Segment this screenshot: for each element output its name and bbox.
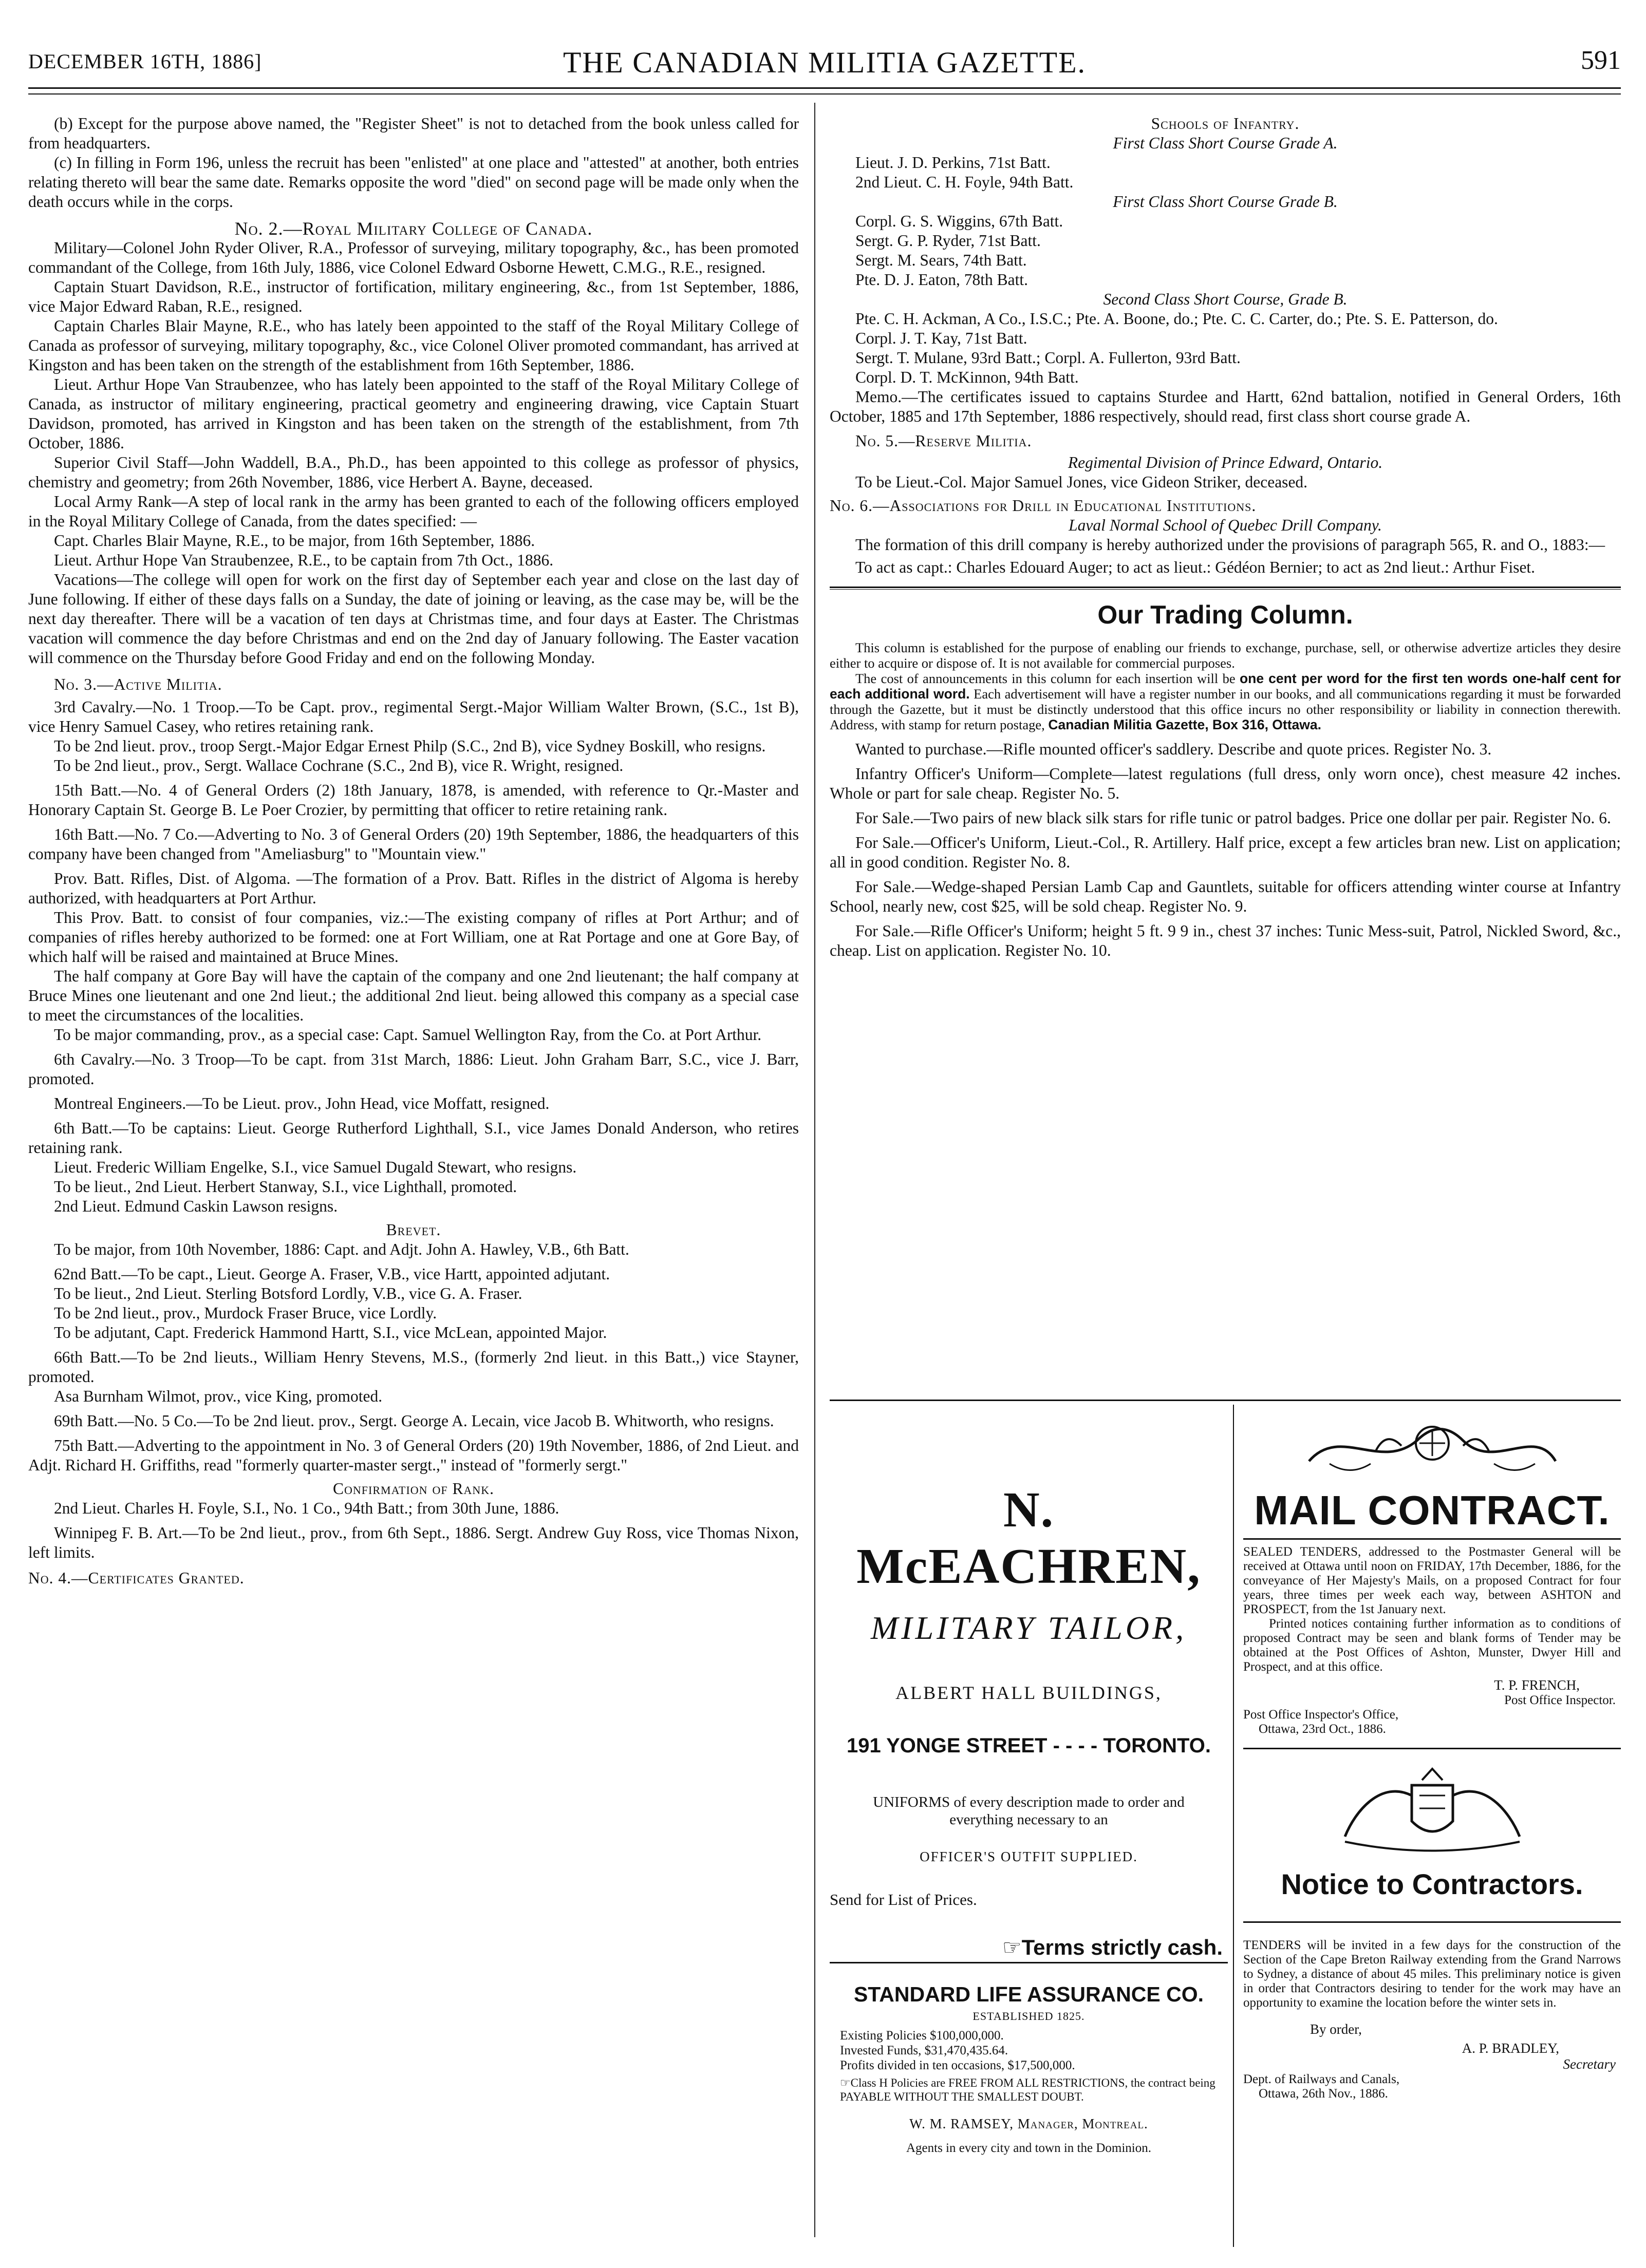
entry-3rd-cavalry: 3rd Cavalry.—No. 1 Troop.—To be Capt. prov., regimental Sergt.-Major William Walter Brown, (S.C., 1st B), vice Henry Samuel Casey, who retires retaining rank. xyxy=(28,698,799,735)
rmc-vacations: Vacations—The college will open for work on the first day of September each year and close on the last day of June following. If either of these days falls on a Sunday, the date of joining or leaving, as the case may be, will be the next day thereafter. There will be a vacation of ten days at Christmas time, and four days at Easter. The Christmas vacation will commence the day before Christmas and end on the 2nd day of January following. The Easter vacation will commence on the Thursday before Good Friday and end on the following Monday. xyxy=(28,571,799,667)
mail-place: Post Office Inspector's Office, xyxy=(1243,1708,1399,1722)
notice-dept: Dept. of Railways and Canals, xyxy=(1243,2072,1400,2086)
cert-perkins: Lieut. J. D. Perkins, 71st Batt. xyxy=(855,154,1051,172)
advertisements xyxy=(830,1405,1621,2247)
para-b: (b) Except for the purpose above named, the "Register Sheet" is not to detached from the book unless called for from headquarters. xyxy=(28,115,799,152)
entry-montreal-engineers: Montreal Engineers.—To be Lieut. prov., John Head, vice Moffatt, resigned. xyxy=(54,1094,550,1112)
newspaper-page xyxy=(28,0,1621,2268)
brevet-heading: Brevet. xyxy=(386,1221,441,1239)
cert-wiggins: Corpl. G. S. Wiggins, 67th Batt. xyxy=(855,212,1063,230)
standard-manager: W. M. RAMSEY, Manager, Montreal. xyxy=(909,2116,1148,2131)
royal-arms-ornament-icon xyxy=(1299,1415,1566,1482)
header-rule-2 xyxy=(28,93,1621,94)
cert-ryder: Sergt. G. P. Ryder, 71st Batt. xyxy=(855,232,1041,250)
coat-of-arms-icon xyxy=(1324,1765,1540,1857)
notice-secretary: Secretary xyxy=(1563,2056,1616,2072)
trading-ad-6: For Sale.—Two pairs of new black silk stars for rifle tunic or patrol badges. Price one dollar per pair. Register No. 6. xyxy=(855,809,1611,827)
page-header xyxy=(28,45,1621,86)
trading-cost xyxy=(830,671,1621,732)
first-class-a-heading: First Class Short Course Grade A. xyxy=(1113,134,1338,152)
rmc-civil-staff: Superior Civil Staff—John Waddell, B.A., Ph.D., has been appointed to this college as professor of physics, chemistry and geometry; from 26th November, 1886, vice Herbert A. Bayne, deceased. xyxy=(28,453,799,491)
mceachren-outfit: OFFICER'S OUTFIT SUPPLIED. xyxy=(920,1849,1138,1864)
mail-title-rule xyxy=(1243,1538,1621,1540)
header-rule xyxy=(28,87,1621,89)
cert-mulane: Sergt. T. Mulane, 93rd Batt.; Corpl. A. Fullerton, 93rd Batt. xyxy=(855,349,1241,367)
rmc-local-rank: Local Army Rank—A step of local rank in the army has been granted to each of the following officers employed in the Royal Military College of Canada, from the dates specified: — xyxy=(28,493,799,530)
trading-intro: This column is established for the purpose of enabling our friends to exchange, purchase, sell, or otherwise advertize articles they desire either to acquire or dispose of. It is not available for commercial purposes. xyxy=(830,640,1621,671)
trading-ad-5: Infantry Officer's Uniform—Complete—latest regulations (full dress, only worn once), chest measure 42 inches. Whole or part for sale cheap. Register No. 5. xyxy=(830,765,1621,802)
cert-sears: Sergt. M. Sears, 74th Batt. xyxy=(855,251,1027,269)
standard-policies: Existing Policies $100,000,000. xyxy=(840,2029,1004,2043)
page-number: 591 xyxy=(1581,46,1621,75)
standard-established: ESTABLISHED 1825. xyxy=(972,2010,1085,2023)
mceachren-street: 191 YONGE STREET - - - - TORONTO. xyxy=(846,1734,1211,1757)
entry-confirmation: 2nd Lieut. Charles H. Foyle, S.I., No. 1 Co., 94th Batt.; from 30th June, 1886. xyxy=(54,1499,559,1517)
pointing-hand-icon-2: ☞ xyxy=(840,2076,851,2089)
mail-date: Ottawa, 23rd Oct., 1886. xyxy=(1259,1722,1386,1736)
trading-cost-rate: one cent per word for the first ten words one-half cent for each additional word. xyxy=(830,671,1621,702)
entry-6th-batt-b: Lieut. Frederic William Engelke, S.I., vice Samuel Dugald Stewart, who resigns. xyxy=(54,1158,577,1176)
standard-funds: Invested Funds, $31,470,435.64. xyxy=(840,2044,1008,2057)
section-heading-certificates: No. 4.—Certificates Granted. xyxy=(28,1569,245,1587)
cert-ackman: Pte. C. H. Ackman, A Co., I.S.C.; Pte. A. Boone, do.; Pte. C. C. Carter, do.; Pte. S. E. Patterson, do. xyxy=(855,310,1498,328)
standard-profits: Profits divided in ten occasions, $17,500,000. xyxy=(840,2058,1075,2072)
notice-body: TENDERS will be invited in a few days for the construction of the Section of the Cape Breton Railway extending from the Grand Narrows to Sydney, a distance of about 45 miles. This preliminary notice is given in order that Contractors desiring to tender for the work may have an opportunity to examine the location before the winter sets in. xyxy=(1243,1938,1621,2010)
rmc-mayne: Captain Charles Blair Mayne, R.E., who has lately been appointed to the staff of the Royal Military College of Canada as professor of surveying, military topography, &c., vice Colonel Oliver promoted commandant, has arrived at Kingston and has been taken on the strength of the establishment from 16th September, 1886. xyxy=(28,317,799,374)
mceachren-building: ALBERT HALL BUILDINGS, xyxy=(895,1683,1162,1703)
gazette-title: THE CANADIAN MILITIA GAZETTE. xyxy=(563,46,1087,79)
rmc-mayne-major: Capt. Charles Blair Mayne, R.E., to be major, from 16th September, 1886. xyxy=(54,532,535,550)
trading-cost-text-2: Each advertisement will have a register number in our books, and all communications regarding it must be forwarded through the Gazette, but it must be distinctly understood that this office incurs no other responsibility or liability in connection therewith. Address, with stamp for return postage, xyxy=(830,686,1621,732)
right-column xyxy=(830,114,1621,960)
entry-62nd-batt-c: To be 2nd lieut., prov., Murdock Fraser Bruce, vice Lordly. xyxy=(54,1304,437,1322)
mail-contract-title: MAIL CONTRACT. xyxy=(1254,1487,1610,1533)
mail-signature: T. P. FRENCH, xyxy=(1494,1677,1580,1693)
entry-62nd-batt: 62nd Batt.—To be capt., Lieut. George A. Fraser, V.B., vice Hartt, appointed adjutant. xyxy=(54,1265,610,1283)
mceachren-uniforms: UNIFORMS of every description made to order and everything necessary to an xyxy=(873,1794,1185,1828)
entry-6th-batt-c: To be lieut., 2nd Lieut. Herbert Stanway, S.I., vice Lighthall, promoted. xyxy=(54,1178,517,1196)
entry-3rd-cavalry-c: To be 2nd lieut., prov., Sergt. Wallace Cochrane (S.C., 2nd B), vice R. Wright, resigned. xyxy=(54,757,624,774)
mceachren-trade: MILITARY TAILOR, xyxy=(870,1610,1187,1646)
standard-class-h-text: Class H Policies are FREE FROM ALL RESTRICTIONS, the contract being PAYABLE WITHOUT THE SMALLEST DOUBT. xyxy=(840,2076,1215,2103)
schools-heading: Schools of Infantry. xyxy=(1151,115,1300,133)
entry-66th-batt-b: Asa Burnham Wilmot, prov., vice King, promoted. xyxy=(54,1387,383,1405)
mail-signature-title: Post Office Inspector. xyxy=(1504,1693,1616,1707)
standard-class-h xyxy=(840,2076,1218,2104)
entry-algoma-3: The half company at Gore Bay will have the captain of the company and one 2nd lieutenant; the half company at Bruce Mines one lieutenant and one 2nd lieut.; the additional 2nd lieut. being allowed this company as a special case to meet the circumstances of the localities. xyxy=(28,967,799,1024)
trading-separator-2 xyxy=(830,589,1621,590)
trading-ad-10: For Sale.—Rifle Officer's Uniform; height 5 ft. 9 9 in., chest 37 inches: Tunic Mess-suit, Patrol, Nickled Sword, &c., cheap. List on application. Register No. 10. xyxy=(830,922,1621,959)
entry-algoma-4: To be major commanding, prov., as a special case: Capt. Samuel Wellington Ray, from the Co. at Port Arthur. xyxy=(54,1026,762,1044)
notice-date: Ottawa, 26th Nov., 1886. xyxy=(1259,2087,1388,2101)
entry-66th-batt: 66th Batt.—To be 2nd lieuts., William Henry Stevens, M.S., (formerly 2nd lieut. in this Batt.,) vice Stayner, promoted. xyxy=(28,1348,799,1386)
rmc-davidson: Captain Stuart Davidson, R.E., instructor of fortification, military engineering, &c., from 1st September, 1886, vice Major Edward Raban, R.E., resigned. xyxy=(28,278,799,315)
trading-ad-3: Wanted to purchase.—Rifle mounted officer's saddlery. Describe and quote prices. Register No. 3. xyxy=(855,740,1492,758)
entry-15th-batt: 15th Batt.—No. 4 of General Orders (2) 18th January, 1878, is amended, with reference to Qr.-Master and Honorary Captain St. George B. Le Poer Crozier, by permitting that officer to retire retaining rank. xyxy=(28,781,799,819)
mceachren-send: Send for List of Prices. xyxy=(830,1891,977,1908)
cert-foyle: 2nd Lieut. C. H. Foyle, 94th Batt. xyxy=(855,173,1074,191)
laval-officers: To act as capt.: Charles Edouard Auger; to act as lieut.: Gédéon Bernier; to act as 2nd lieut.: Arthur Fiset. xyxy=(855,558,1536,576)
notice-signature: A. P. BRADLEY, xyxy=(1462,2040,1559,2056)
notice-order: By order, xyxy=(1310,2021,1362,2037)
trading-separator xyxy=(830,587,1621,588)
standard-life-ad xyxy=(830,1982,1228,2156)
mail-contract-ad xyxy=(1243,1405,1621,2247)
rmc-military: Military—Colonel John Ryder Oliver, R.A., Professor of surveying, military topography, &c., has been promoted commandant of the College, from 16th July, 1886, vice Colonel Edward Osborne Hewett, C.M.G., R.E., resigned. xyxy=(28,239,799,276)
laval-formation: The formation of this drill company is hereby authorized under the provisions of paragraph 565, R. and O., 1883:— xyxy=(855,536,1605,554)
para-c: (c) In filling in Form 196, unless the recruit has been "enlisted" at one place and "attested" at another, both entries relating thereto will bear the same date. Remarks opposite the word "died" on second page will be made only when the death occurs while in the corps. xyxy=(28,154,799,211)
cert-mckinnon: Corpl. D. T. McKinnon, 94th Batt. xyxy=(855,368,1079,386)
section-heading-rmc: No. 2.—Royal Military College of Canada. xyxy=(234,218,593,239)
trading-address: Canadian Militia Gazette, Box 316, Ottawa. xyxy=(1048,717,1322,732)
memo: Memo.—The certificates issued to captains Sturdee and Hartt, 62nd battalion, notified in General Orders, 16th October, 1885 and 17th September, 1886 respectively, should read, first class short course grade A. xyxy=(830,388,1621,425)
entry-62nd-batt-d: To be adjutant, Capt. Frederick Hammond Hartt, S.I., vice McLean, appointed Major. xyxy=(54,1324,607,1341)
section-heading-associations: No. 6.—Associations for Drill in Educational Institutions. xyxy=(830,497,1257,515)
cert-kay: Corpl. J. T. Kay, 71st Batt. xyxy=(855,329,1027,347)
mceachren-terms xyxy=(830,1935,1228,1960)
section-heading-reserve: No. 5.—Reserve Militia. xyxy=(855,432,1032,450)
mceachren-terms-text: Terms strictly cash. xyxy=(1021,1935,1223,1959)
entry-6th-cavalry: 6th Cavalry.—No. 3 Troop—To be capt. from 31st March, 1886: Lieut. John Graham Barr, S.C., vice J. Barr, promoted. xyxy=(28,1050,799,1088)
trading-column-title: Our Trading Column. xyxy=(1097,600,1353,629)
entry-winnipeg: Winnipeg F. B. Art.—To be 2nd lieut., prov., from 6th Sept., 1886. Sergt. Andrew Guy Ross, vice Thomas Nixon, left limits. xyxy=(28,1524,799,1561)
standard-agents: Agents in every city and town in the Dominion. xyxy=(906,2141,1151,2155)
entry-reserve: To be Lieut.-Col. Major Samuel Jones, vice Gideon Striker, deceased. xyxy=(855,473,1308,491)
entry-75th-batt: 75th Batt.—Adverting to the appointment in No. 3 of General Orders (20) 19th November, 1886, of 2nd Lieut. and Adjt. Richard H. Griffiths, read "formerly quarter-master sergt.," instead of "formerly sergt." xyxy=(28,1437,799,1474)
standard-name: STANDARD LIFE ASSURANCE CO. xyxy=(853,1982,1204,2006)
issue-date: DECEMBER 16TH, 1886] xyxy=(28,50,262,73)
pointing-hand-icon: ☞ xyxy=(1002,1936,1022,1960)
entry-62nd-batt-b: To be lieut., 2nd Lieut. Sterling Botsford Lordly, V.B., vice G. A. Fraser. xyxy=(54,1284,522,1302)
rmc-straubenzee: Lieut. Arthur Hope Van Straubenzee, who has lately been appointed to the staff of the Royal Military College of Canada, as instructor of military engineering, practical geometry and engineering drawing, vice Captain Stuart Davidson, promoted, has arrived in Kingston and has been taken on the strength of the establishment, from 7th October, 1886. xyxy=(28,375,799,452)
entry-algoma-2: This Prov. Batt. to consist of four companies, viz.:—The existing company of rifles at Port Arthur; and of companies of rifles hereby authorized to be formed: one at Fort William, one at Rat Portage and one at Gore Bay, of which half will be raised and maintained at Bruce Mines. xyxy=(28,909,799,966)
trading-ad-8: For Sale.—Officer's Uniform, Lieut.-Col., R. Artillery. Half price, except a few articles bran new. List on application; all in good condition. Register No. 8. xyxy=(830,834,1621,871)
entry-algoma: Prov. Batt. Rifles, Dist. of Algoma. —The formation of a Prov. Batt. Rifles in the district of Algoma is hereby authorized, with headquarters at Port Arthur. xyxy=(28,870,799,907)
laval-heading: Laval Normal School of Quebec Drill Company. xyxy=(1069,516,1382,534)
notice-title: Notice to Contractors. xyxy=(1281,1868,1583,1900)
trading-ad-9: For Sale.—Wedge-shaped Persian Lamb Cap and Gauntlets, suitable for officers attending winter course at Infantry School, nearly new, cost $25, will be sold cheap. Register No. 9. xyxy=(830,878,1621,915)
confirmation-heading: Confirmation of Rank. xyxy=(333,1480,494,1498)
notice-title-rule xyxy=(1243,1921,1621,1923)
entry-6th-batt-d: 2nd Lieut. Edmund Caskin Lawson resigns. xyxy=(54,1197,338,1215)
entry-69th-batt: 69th Batt.—No. 5 Co.—To be 2nd lieut. prov., Sergt. George A. Lecain, vice Jacob B. Whitworth, who resigns. xyxy=(54,1412,774,1430)
section-heading-active: No. 3.—Active Militia. xyxy=(54,675,222,693)
first-class-b-heading: First Class Short Course Grade B. xyxy=(1113,193,1338,211)
regimental-division: Regimental Division of Prince Edward, Ontario. xyxy=(1068,453,1383,471)
mceachren-name: N. McEACHREN, xyxy=(856,1482,1201,1594)
entry-brevet: To be major, from 10th November, 1886: Capt. and Adjt. John A. Hawley, V.B., 6th Batt. xyxy=(54,1240,629,1258)
trading-cost-text: The cost of announcements in this column for each insertion will be xyxy=(855,671,1240,686)
mail-contract-body: SEALED TENDERS, addressed to the Postmaster General will be received at Ottawa until noon on FRIDAY, 17th December, 1886, for the conveyance of Her Majesty's Mails, on a proposed Contract for four years, three times per week each way, between ASHTON and PROSPECT, from the 1st January next. xyxy=(1243,1545,1621,1616)
cert-eaton: Pte. D. J. Eaton, 78th Batt. xyxy=(855,271,1028,289)
entry-16th-batt: 16th Batt.—No. 7 Co.—Adverting to No. 3 of General Orders (20) 19th September, 1886, the headquarters of this company have been changed from "Ameliasburg" to "Mountain view." xyxy=(28,825,799,863)
entry-3rd-cavalry-b: To be 2nd lieut. prov., troop Sergt.-Major Edgar Ernest Philp (S.C., 2nd B), vice Sydney Boskill, who resigns. xyxy=(54,737,766,755)
mail-contract-body-2: Printed notices containing further information as to conditions of proposed Contract may be seen and blank forms of Tender may be obtained at the Post Offices of Ashton, Munster, Dwyer Hill and Prospect, and at this office. xyxy=(1243,1617,1621,1674)
rmc-straubenzee-captain: Lieut. Arthur Hope Van Straubenzee, R.E., to be captain from 7th Oct., 1886. xyxy=(54,551,554,569)
ads-top-rule xyxy=(830,1400,1621,1401)
standard-top-rule xyxy=(830,1962,1228,1963)
entry-6th-batt: 6th Batt.—To be captains: Lieut. George Rutherford Lighthall, S.I., vice James Donald Anderson, who retires retaining rank. xyxy=(28,1119,799,1157)
second-class-b-heading: Second Class Short Course, Grade B. xyxy=(1103,290,1348,308)
mceachren-ad xyxy=(830,1405,1228,2247)
column-divider xyxy=(814,103,815,2237)
ads-divider xyxy=(1233,1405,1234,2247)
left-column xyxy=(28,114,799,1588)
notice-top-rule xyxy=(1243,1748,1621,1749)
